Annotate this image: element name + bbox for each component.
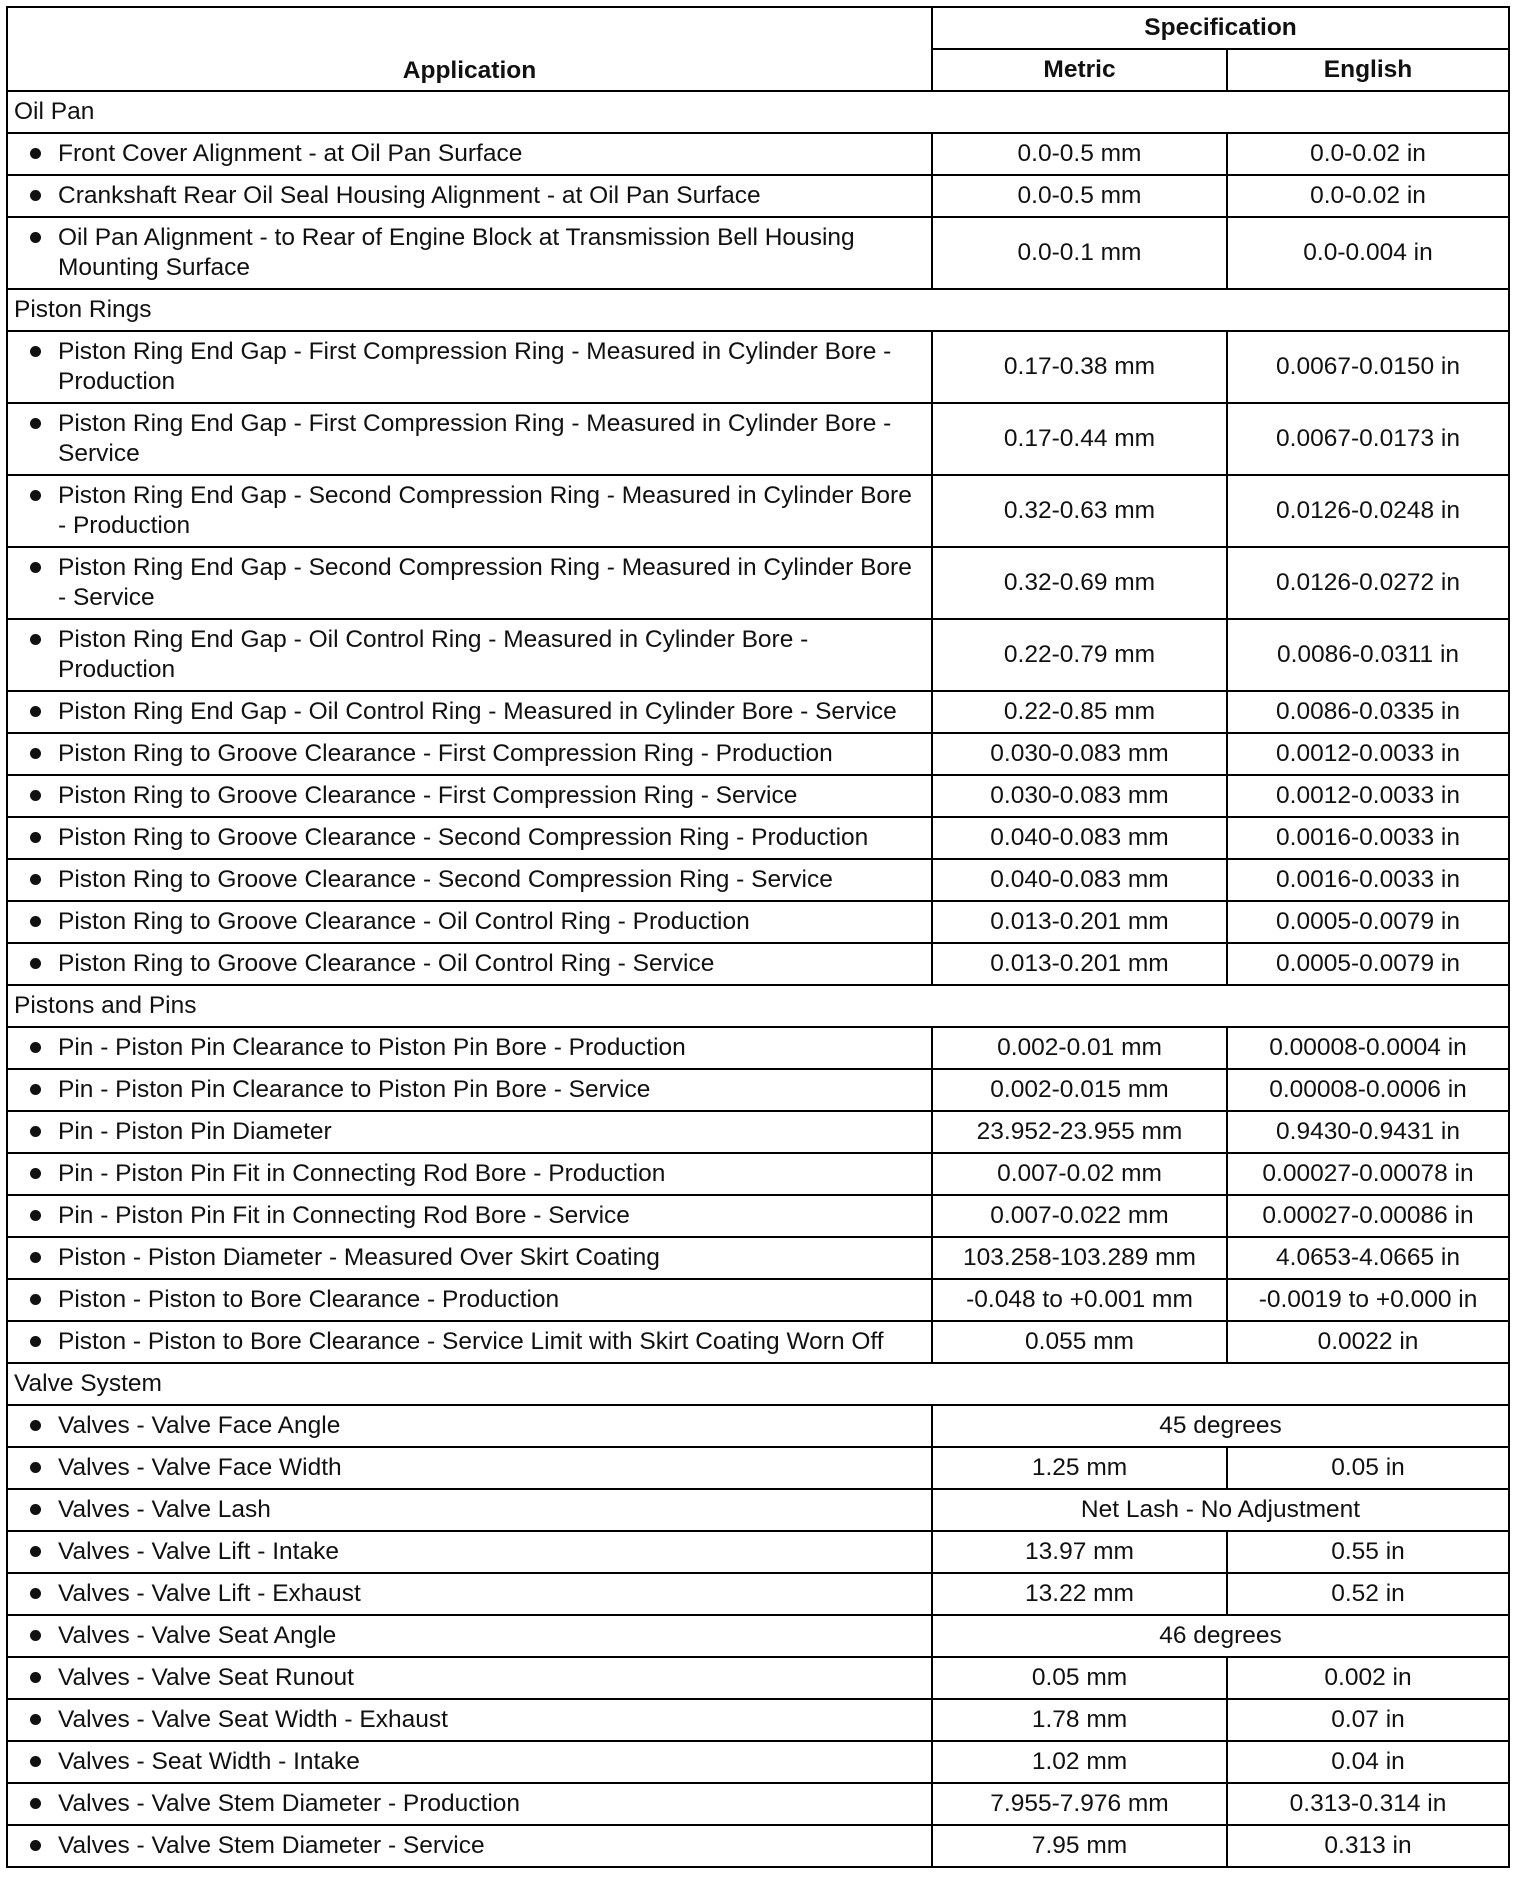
english-cell: 0.0022 in (1227, 1321, 1509, 1363)
bullet-icon (30, 1462, 41, 1473)
metric-cell: 0.05 mm (932, 1657, 1227, 1699)
application-text: Piston - Piston Diameter - Measured Over Skirt Coating (58, 1244, 660, 1271)
table-row (7, 1825, 1509, 1867)
application-text: Crankshaft Rear Oil Seal Housing Alignment - at Oil Pan Surface (58, 182, 761, 209)
application-text: Piston Ring to Groove Clearance - Second Compression Ring - Service (58, 866, 833, 893)
application-cell (7, 859, 932, 901)
english-cell: -0.0019 to +0.000 in (1227, 1279, 1509, 1321)
table-row (7, 1405, 1509, 1447)
metric-cell: 13.97 mm (932, 1531, 1227, 1573)
english-cell: 0.0016-0.0033 in (1227, 817, 1509, 859)
table-row (7, 1027, 1509, 1069)
bullet-icon (30, 748, 41, 759)
application-cell (7, 1069, 932, 1111)
table-row (7, 175, 1509, 217)
table-row (7, 1237, 1509, 1279)
bullet-icon (30, 634, 41, 645)
application-text: Valves - Valve Stem Diameter - Service (58, 1832, 485, 1859)
application-text: Piston Ring End Gap - First Compression Ring - Measured in Cylinder Bore - Production (58, 338, 892, 395)
spec-table-container (6, 6, 1510, 1868)
table-row (7, 1321, 1509, 1363)
bullet-icon (30, 1504, 41, 1515)
application-cell (7, 1699, 932, 1741)
metric-cell: 0.040-0.083 mm (932, 859, 1227, 901)
metric-cell: 0.030-0.083 mm (932, 733, 1227, 775)
section-title: Valve System (7, 1363, 1509, 1405)
application-text: Pin - Piston Pin Fit in Connecting Rod Bore - Production (58, 1160, 666, 1187)
metric-cell: 13.22 mm (932, 1573, 1227, 1615)
application-text: Piston Ring End Gap - Second Compression Ring - Measured in Cylinder Bore - Production (58, 482, 912, 539)
metric-cell: 0.0-0.5 mm (932, 133, 1227, 175)
application-cell (7, 1111, 932, 1153)
application-header: Application (7, 7, 932, 91)
bullet-icon (30, 232, 41, 243)
bullet-icon (30, 1420, 41, 1431)
application-cell (7, 1237, 932, 1279)
metric-cell: 0.22-0.85 mm (932, 691, 1227, 733)
metric-cell: 0.32-0.69 mm (932, 547, 1227, 619)
table-row (7, 1573, 1509, 1615)
metric-cell: 103.258-103.289 mm (932, 1237, 1227, 1279)
table-row (7, 1489, 1509, 1531)
bullet-icon (30, 1672, 41, 1683)
table-row (7, 403, 1509, 475)
table-row (7, 1153, 1509, 1195)
application-cell (7, 175, 932, 217)
metric-cell: 0.013-0.201 mm (932, 901, 1227, 943)
application-text: Valves - Valve Lash (58, 1496, 271, 1523)
metric-cell: 0.007-0.02 mm (932, 1153, 1227, 1195)
metric-cell: 0.32-0.63 mm (932, 475, 1227, 547)
bullet-icon (30, 790, 41, 801)
table-row (7, 901, 1509, 943)
english-cell: 0.313 in (1227, 1825, 1509, 1867)
application-text: Pin - Piston Pin Clearance to Piston Pin Bore - Service (58, 1076, 651, 1103)
table-row (7, 1615, 1509, 1657)
bullet-icon (30, 832, 41, 843)
bullet-icon (30, 148, 41, 159)
metric-cell: 1.78 mm (932, 1699, 1227, 1741)
application-cell (7, 475, 932, 547)
section-row (7, 289, 1509, 331)
english-cell: 0.0012-0.0033 in (1227, 733, 1509, 775)
table-row (7, 817, 1509, 859)
english-cell: 0.07 in (1227, 1699, 1509, 1741)
table-row (7, 475, 1509, 547)
bullet-icon (30, 1756, 41, 1767)
english-cell: 0.0005-0.0079 in (1227, 943, 1509, 985)
english-cell: 0.002 in (1227, 1657, 1509, 1699)
bullet-icon (30, 562, 41, 573)
application-text: Oil Pan Alignment - to Rear of Engine Block at Transmission Bell Housing Mounting Surface (58, 224, 855, 281)
application-cell (7, 1279, 932, 1321)
application-cell (7, 1615, 932, 1657)
merged-spec-cell: Net Lash - No Adjustment (932, 1489, 1509, 1531)
application-text: Valves - Seat Width - Intake (58, 1748, 360, 1775)
application-text: Piston - Piston to Bore Clearance - Production (58, 1286, 560, 1313)
application-cell (7, 1657, 932, 1699)
table-row (7, 1069, 1509, 1111)
application-text: Valves - Valve Lift - Intake (58, 1538, 339, 1565)
metric-cell: 0.0-0.5 mm (932, 175, 1227, 217)
application-text: Piston Ring End Gap - Oil Control Ring - Measured in Cylinder Bore - Production (58, 626, 809, 683)
metric-cell: 23.952-23.955 mm (932, 1111, 1227, 1153)
metric-cell: 0.17-0.38 mm (932, 331, 1227, 403)
english-cell: 0.00008-0.0006 in (1227, 1069, 1509, 1111)
application-cell (7, 331, 932, 403)
application-cell (7, 133, 932, 175)
bullet-icon (30, 418, 41, 429)
application-cell (7, 403, 932, 475)
bullet-icon (30, 490, 41, 501)
table-row (7, 619, 1509, 691)
bullet-icon (30, 1798, 41, 1809)
table-row (7, 1657, 1509, 1699)
metric-cell: 0.013-0.201 mm (932, 943, 1227, 985)
merged-spec-cell: 45 degrees (932, 1405, 1509, 1447)
application-cell (7, 1573, 932, 1615)
application-cell (7, 547, 932, 619)
bullet-icon (30, 190, 41, 201)
specification-header: Specification (932, 7, 1509, 49)
application-cell (7, 1153, 932, 1195)
application-cell (7, 817, 932, 859)
application-cell (7, 1195, 932, 1237)
metric-cell: 0.030-0.083 mm (932, 775, 1227, 817)
table-row (7, 331, 1509, 403)
application-text: Valves - Valve Face Angle (58, 1412, 341, 1439)
application-text: Valves - Valve Face Width (58, 1454, 342, 1481)
table-row (7, 547, 1509, 619)
table-row (7, 943, 1509, 985)
table-row (7, 1111, 1509, 1153)
bullet-icon (30, 1336, 41, 1347)
application-text: Valves - Valve Lift - Exhaust (58, 1580, 361, 1607)
application-text: Pin - Piston Pin Clearance to Piston Pin Bore - Production (58, 1034, 686, 1061)
application-text: Front Cover Alignment - at Oil Pan Surface (58, 140, 523, 167)
section-row (7, 91, 1509, 133)
application-cell (7, 619, 932, 691)
english-cell: 0.0086-0.0335 in (1227, 691, 1509, 733)
metric-cell: 0.040-0.083 mm (932, 817, 1227, 859)
specification-table (6, 6, 1510, 1868)
application-cell (7, 1405, 932, 1447)
english-cell: 0.00027-0.00086 in (1227, 1195, 1509, 1237)
application-cell (7, 733, 932, 775)
metric-cell: 1.02 mm (932, 1741, 1227, 1783)
metric-cell: 1.25 mm (932, 1447, 1227, 1489)
table-row (7, 733, 1509, 775)
application-text: Piston Ring to Groove Clearance - Second Compression Ring - Production (58, 824, 869, 851)
english-cell: 0.04 in (1227, 1741, 1509, 1783)
english-cell: 0.313-0.314 in (1227, 1783, 1509, 1825)
application-text: Piston - Piston to Bore Clearance - Service Limit with Skirt Coating Worn Off (58, 1328, 884, 1355)
application-cell (7, 1783, 932, 1825)
bullet-icon (30, 1546, 41, 1557)
section-title: Pistons and Pins (7, 985, 1509, 1027)
bullet-icon (30, 916, 41, 927)
table-row (7, 1783, 1509, 1825)
metric-cell: 0.002-0.015 mm (932, 1069, 1227, 1111)
application-text: Valves - Valve Seat Runout (58, 1664, 354, 1691)
bullet-icon (30, 1084, 41, 1095)
application-text: Valves - Valve Seat Angle (58, 1622, 337, 1649)
application-cell (7, 1321, 932, 1363)
table-row (7, 1699, 1509, 1741)
metric-cell: 0.0-0.1 mm (932, 217, 1227, 289)
merged-spec-cell: 46 degrees (932, 1615, 1509, 1657)
table-row (7, 217, 1509, 289)
application-text: Valves - Valve Seat Width - Exhaust (58, 1706, 448, 1733)
english-cell: 0.55 in (1227, 1531, 1509, 1573)
section-row (7, 985, 1509, 1027)
bullet-icon (30, 1042, 41, 1053)
metric-cell: 0.17-0.44 mm (932, 403, 1227, 475)
section-title: Piston Rings (7, 289, 1509, 331)
bullet-icon (30, 1252, 41, 1263)
application-text: Piston Ring to Groove Clearance - Oil Control Ring - Production (58, 908, 750, 935)
bullet-icon (30, 1168, 41, 1179)
english-cell: 0.0126-0.0272 in (1227, 547, 1509, 619)
application-text: Piston Ring End Gap - Second Compression Ring - Measured in Cylinder Bore - Service (58, 554, 912, 611)
table-row (7, 1741, 1509, 1783)
english-cell: 0.00027-0.00078 in (1227, 1153, 1509, 1195)
english-cell: 0.0067-0.0150 in (1227, 331, 1509, 403)
english-cell: 0.0-0.02 in (1227, 133, 1509, 175)
table-row (7, 133, 1509, 175)
english-cell: 0.0005-0.0079 in (1227, 901, 1509, 943)
application-cell (7, 1531, 932, 1573)
application-cell (7, 691, 932, 733)
bullet-icon (30, 706, 41, 717)
application-cell (7, 901, 932, 943)
metric-cell: -0.048 to +0.001 mm (932, 1279, 1227, 1321)
table-row (7, 1447, 1509, 1489)
bullet-icon (30, 1588, 41, 1599)
bullet-icon (30, 958, 41, 969)
application-text: Piston Ring to Groove Clearance - Oil Control Ring - Service (58, 950, 715, 977)
application-text: Piston Ring to Groove Clearance - First Compression Ring - Production (58, 740, 833, 767)
table-row (7, 775, 1509, 817)
english-cell: 0.05 in (1227, 1447, 1509, 1489)
application-cell (7, 1825, 932, 1867)
english-header: English (1227, 49, 1509, 91)
application-cell (7, 943, 932, 985)
english-cell: 0.9430-0.9431 in (1227, 1111, 1509, 1153)
application-cell (7, 775, 932, 817)
english-cell: 0.0-0.02 in (1227, 175, 1509, 217)
table-row (7, 859, 1509, 901)
application-text: Pin - Piston Pin Fit in Connecting Rod Bore - Service (58, 1202, 630, 1229)
bullet-icon (30, 1126, 41, 1137)
application-text: Piston Ring End Gap - Oil Control Ring - Measured in Cylinder Bore - Service (58, 698, 897, 725)
application-text: Valves - Valve Stem Diameter - Production (58, 1790, 521, 1817)
bullet-icon (30, 1714, 41, 1725)
application-cell (7, 1741, 932, 1783)
english-cell: 0.0126-0.0248 in (1227, 475, 1509, 547)
english-cell: 0.0-0.004 in (1227, 217, 1509, 289)
table-body (7, 91, 1509, 1867)
metric-cell: 7.95 mm (932, 1825, 1227, 1867)
application-text: Pin - Piston Pin Diameter (58, 1118, 332, 1145)
english-cell: 0.52 in (1227, 1573, 1509, 1615)
english-cell: 0.0086-0.0311 in (1227, 619, 1509, 691)
english-cell: 0.0016-0.0033 in (1227, 859, 1509, 901)
bullet-icon (30, 874, 41, 885)
table-row (7, 691, 1509, 733)
metric-cell: 0.002-0.01 mm (932, 1027, 1227, 1069)
application-cell (7, 1489, 932, 1531)
table-row (7, 1195, 1509, 1237)
metric-cell: 0.22-0.79 mm (932, 619, 1227, 691)
metric-cell: 7.955-7.976 mm (932, 1783, 1227, 1825)
table-row (7, 1531, 1509, 1573)
english-cell: 4.0653-4.0665 in (1227, 1237, 1509, 1279)
application-text: Piston Ring to Groove Clearance - First Compression Ring - Service (58, 782, 798, 809)
table-row (7, 1279, 1509, 1321)
section-title: Oil Pan (7, 91, 1509, 133)
bullet-icon (30, 1840, 41, 1851)
bullet-icon (30, 1210, 41, 1221)
metric-cell: 0.055 mm (932, 1321, 1227, 1363)
application-cell (7, 1447, 932, 1489)
bullet-icon (30, 346, 41, 357)
application-text: Piston Ring End Gap - First Compression Ring - Measured in Cylinder Bore - Service (58, 410, 892, 467)
english-cell: 0.0012-0.0033 in (1227, 775, 1509, 817)
bullet-icon (30, 1294, 41, 1305)
section-row (7, 1363, 1509, 1405)
bullet-icon (30, 1630, 41, 1641)
metric-cell: 0.007-0.022 mm (932, 1195, 1227, 1237)
metric-header: Metric (932, 49, 1227, 91)
english-cell: 0.0067-0.0173 in (1227, 403, 1509, 475)
english-cell: 0.00008-0.0004 in (1227, 1027, 1509, 1069)
application-cell (7, 217, 932, 289)
application-cell (7, 1027, 932, 1069)
